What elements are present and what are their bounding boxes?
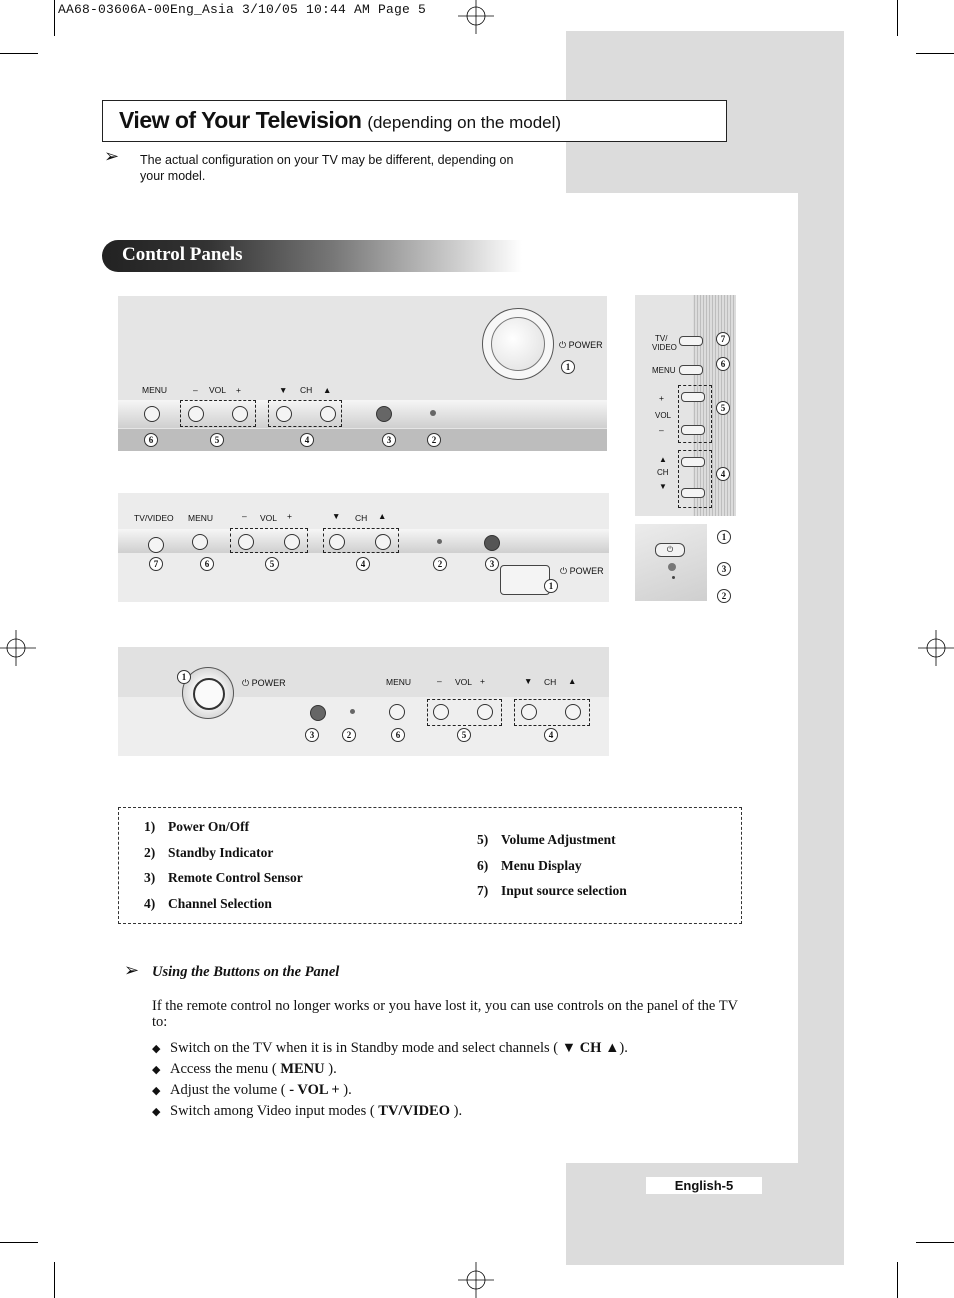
vol-minus-label: – <box>193 385 198 395</box>
page-title-sub: (depending on the model) <box>367 113 562 132</box>
remote-sensor <box>376 406 392 422</box>
side-ch-label: CH <box>657 468 669 477</box>
bullet-bold: MENU <box>280 1061 325 1077</box>
using-heading: Using the Buttons on the Panel <box>152 964 340 980</box>
power-label: ⏻ POWER <box>559 340 603 350</box>
bullet-text: Access the menu ( <box>170 1061 281 1077</box>
bullet-item <box>152 1061 337 1078</box>
diamond-bullet-icon: ◆ <box>152 1063 161 1076</box>
legend-box <box>118 807 742 924</box>
callout-2: 2 <box>717 589 731 603</box>
decor-band-right <box>798 193 844 1163</box>
vol-plus-label: + <box>480 676 485 686</box>
power-text: POWER <box>568 340 603 350</box>
ch-up-label: ▲ <box>323 385 332 395</box>
side-ch-down-button <box>681 488 705 498</box>
bullet-text-end: ). <box>339 1082 352 1098</box>
side-remote-sensor <box>668 563 676 571</box>
crop-mark <box>897 1262 898 1298</box>
menu-button <box>192 534 208 550</box>
callout-2: 2 <box>427 433 441 447</box>
vol-plus-button <box>284 534 300 550</box>
bullet-bold: ▼ CH ▲ <box>561 1040 620 1056</box>
callout-1: 1 <box>561 360 575 374</box>
callout-3: 3 <box>717 562 731 576</box>
standby-indicator <box>350 709 355 714</box>
ch-label: CH <box>355 513 368 523</box>
menu-button <box>144 406 160 422</box>
vol-minus-label: – <box>437 676 442 686</box>
note-text: The actual configuration on your TV may be different, depending on your model. <box>140 153 514 183</box>
ch-up-label: ▲ <box>378 511 387 521</box>
callout-7: 7 <box>149 557 163 571</box>
callout-2: 2 <box>342 728 356 742</box>
callout-4: 4 <box>300 433 314 447</box>
side-ch-up-button <box>681 457 705 467</box>
power-button-inner <box>193 678 225 710</box>
bullet-bold: TV/VIDEO <box>378 1103 451 1119</box>
crop-mark <box>0 1242 38 1243</box>
standby-indicator <box>437 539 442 544</box>
control-panel-side <box>635 295 736 516</box>
legend-label: Power On/Off <box>168 819 250 834</box>
callout-5: 5 <box>210 433 224 447</box>
legend-item <box>477 832 616 848</box>
callout-5: 5 <box>457 728 471 742</box>
control-panel-c <box>118 647 609 756</box>
registration-mark-icon <box>918 630 954 666</box>
callout-4: 4 <box>356 557 370 571</box>
power-text: POWER <box>569 566 604 576</box>
section-title: Control Panels <box>122 244 243 265</box>
bullet-bold: - VOL + <box>289 1082 340 1098</box>
ch-up-label: ▲ <box>568 676 577 686</box>
callout-6: 6 <box>200 557 214 571</box>
registration-mark-icon <box>458 0 494 36</box>
vol-label: VOL <box>209 385 227 395</box>
using-arrow-icon: ➢ <box>124 960 140 981</box>
legend-item <box>144 896 272 912</box>
legend-num: 1) <box>144 819 156 834</box>
power-label: ⏻ POWER <box>242 678 286 688</box>
vol-minus-button <box>238 534 254 550</box>
diamond-bullet-icon: ◆ <box>152 1042 161 1055</box>
ch-down-label: ▼ <box>332 511 341 521</box>
bullet-text-end: ). <box>450 1103 463 1119</box>
bullet-text-end: ). <box>619 1040 628 1056</box>
control-panel-side-bottom <box>635 524 707 601</box>
crop-mark <box>916 53 954 54</box>
crop-mark <box>0 53 38 54</box>
crop-mark <box>916 1242 954 1243</box>
side-plus-label: + <box>659 393 664 403</box>
section-header <box>102 240 522 272</box>
side-minus-label: – <box>659 425 664 435</box>
ch-down-button <box>521 704 537 720</box>
ch-label: CH <box>544 677 557 687</box>
tvvideo-label: TV/VIDEO <box>134 513 174 523</box>
power-button <box>500 565 550 595</box>
page-number: English-5 <box>646 1177 762 1194</box>
callout-3: 3 <box>485 557 499 571</box>
callout-5: 5 <box>716 401 730 415</box>
legend-num: 3) <box>144 870 156 885</box>
side-vol-minus-button <box>681 425 705 435</box>
control-panel-a <box>118 296 607 451</box>
menu-label: MENU <box>386 677 412 687</box>
legend-label: Volume Adjustment <box>501 832 616 847</box>
power-label: ⏻ POWER <box>560 566 604 576</box>
remote-sensor <box>310 705 326 721</box>
vol-label: VOL <box>260 513 278 523</box>
callout-3: 3 <box>382 433 396 447</box>
page-title-main: View of Your Television <box>119 107 362 133</box>
legend-item <box>144 819 249 835</box>
bullet-item <box>152 1103 462 1120</box>
control-panel-b <box>118 493 609 602</box>
ch-down-button <box>329 534 345 550</box>
print-slug: AA68-03606A-00Eng_Asia 3/10/05 10:44 AM Page 5 <box>58 2 427 17</box>
legend-item <box>477 883 627 899</box>
bullet-item <box>152 1040 628 1057</box>
callout-1: 1 <box>544 579 558 593</box>
side-power-button: ⏻ <box>655 543 685 557</box>
menu-label: MENU <box>188 513 214 523</box>
vol-plus-button <box>232 406 248 422</box>
page-title-box <box>102 100 727 142</box>
callout-6: 6 <box>391 728 405 742</box>
side-vol-label: VOL <box>655 411 672 420</box>
callout-6: 6 <box>144 433 158 447</box>
power-text: POWER <box>251 678 286 688</box>
vol-minus-button <box>188 406 204 422</box>
callout-4: 4 <box>716 467 730 481</box>
ch-down-label: ▼ <box>524 676 533 686</box>
diamond-bullet-icon: ◆ <box>152 1084 161 1097</box>
vol-plus-label: + <box>236 385 241 395</box>
legend-num: 7) <box>477 883 489 898</box>
callout-6: 6 <box>716 357 730 371</box>
tvvideo-button <box>148 537 164 553</box>
legend-label: Standby Indicator <box>168 845 274 860</box>
callout-4: 4 <box>544 728 558 742</box>
vol-plus-button <box>477 704 493 720</box>
legend-label: Input source selection <box>501 883 627 898</box>
legend-item <box>144 845 273 861</box>
side-tvvideo-label-1: TV/ <box>655 334 668 343</box>
legend-item <box>477 858 582 874</box>
standby-indicator <box>430 410 436 416</box>
ch-down-button <box>276 406 292 422</box>
vol-plus-label: + <box>287 511 292 521</box>
legend-num: 4) <box>144 896 156 911</box>
side-standby-indicator <box>672 576 675 579</box>
bullet-item <box>152 1082 352 1099</box>
vol-minus-label: – <box>242 511 247 521</box>
power-button-inner <box>491 317 545 371</box>
registration-mark-icon <box>458 1262 494 1298</box>
side-vol-plus-button <box>681 392 705 402</box>
legend-label: Channel Selection <box>168 896 272 911</box>
ch-up-button <box>375 534 391 550</box>
note-arrow-icon: ➢ <box>104 146 120 167</box>
using-intro: If the remote control no longer works or you have lost it, you can use controls on the panel of the TV to: <box>152 998 738 1030</box>
bullet-text-end: ). <box>324 1061 337 1077</box>
legend-label: Remote Control Sensor <box>168 870 303 885</box>
legend-num: 2) <box>144 845 156 860</box>
bullet-text: Switch on the TV when it is in Standby mode and select channels ( <box>170 1040 562 1056</box>
vol-label: VOL <box>455 677 473 687</box>
side-tvvideo-button <box>679 336 703 346</box>
callout-7: 7 <box>716 332 730 346</box>
side-menu-label: MENU <box>652 366 676 375</box>
callout-1: 1 <box>177 670 191 684</box>
callout-5: 5 <box>265 557 279 571</box>
menu-button <box>389 704 405 720</box>
legend-label: Menu Display <box>501 858 582 873</box>
legend-num: 5) <box>477 832 489 847</box>
menu-label: MENU <box>142 385 168 395</box>
registration-mark-icon <box>0 630 36 666</box>
side-menu-button <box>679 365 703 375</box>
ch-label: CH <box>300 385 313 395</box>
side-up-label: ▲ <box>659 455 667 464</box>
crop-mark <box>897 0 898 36</box>
vol-minus-button <box>433 704 449 720</box>
crop-mark <box>54 1262 55 1298</box>
page-title <box>119 107 561 134</box>
legend-num: 6) <box>477 858 489 873</box>
remote-sensor <box>484 535 500 551</box>
diamond-bullet-icon: ◆ <box>152 1105 161 1118</box>
side-down-label: ▼ <box>659 482 667 491</box>
ch-up-button <box>565 704 581 720</box>
bullet-text: Adjust the volume ( <box>170 1082 290 1098</box>
side-tvvideo-label-2: VIDEO <box>652 343 677 352</box>
bullet-text: Switch among Video input modes ( <box>170 1103 379 1119</box>
panel-base <box>118 429 607 451</box>
ch-up-button <box>320 406 336 422</box>
callout-2: 2 <box>433 557 447 571</box>
ch-down-label: ▼ <box>279 385 288 395</box>
callout-1: 1 <box>717 530 731 544</box>
crop-mark <box>54 0 55 36</box>
legend-item <box>144 870 303 886</box>
callout-3: 3 <box>305 728 319 742</box>
